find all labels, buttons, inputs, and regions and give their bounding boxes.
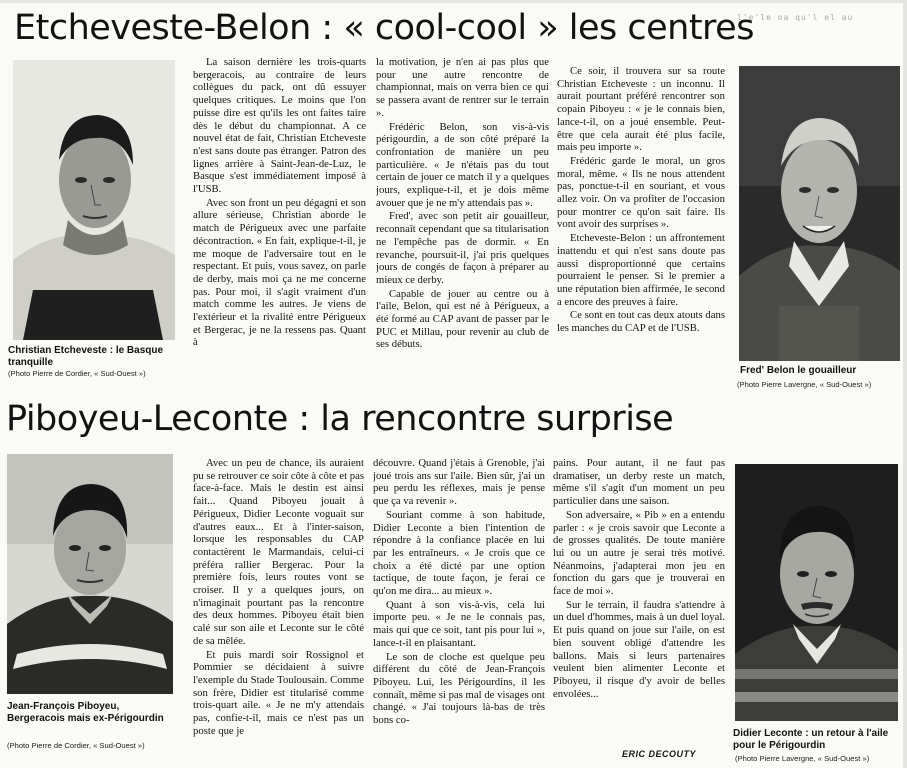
paragraph: Capable de jouer au centre ou à l'aile, Belon, qui est né à Périgueux, a été formé au CAP avant de passer par le PUC et Millau, pour revenir au club de ses débuts. [376, 287, 549, 351]
article1-column-1 [193, 56, 366, 392]
caption-piboyeu: Jean-François Piboyeu, Bergeracois mais ex-Périgourdin [7, 701, 164, 724]
caption-belon: Fred' Belon le gouailleur [740, 365, 857, 376]
article2-headline: Piboyeu-Leconte : la rencontre surprise [6, 399, 674, 439]
article2-column-1 [193, 457, 364, 763]
article1-column-3 [557, 65, 725, 392]
article1-headline: Etcheveste-Belon : « cool-cool » les centres [14, 8, 754, 48]
paragraph: Souriant comme à son habitude, Didier Leconte a bien l'intention de répondre à la confiance placée en lui par les entraîneurs. « Je crois que ce choix a été dicté par une option tactique, de toute façon, je ferai ce qu'on me dira... au mieux ». [373, 508, 545, 598]
credit-piboyeu: (Photo Pierre de Cordier, « Sud-Ouest ») [7, 741, 145, 750]
paragraph: Avec un peu de chance, ils auraient pu se retrouver ce soir côte à côte et pas face-à-face. Mais le destin est ainsi fait... Quand Piboyeu jouait à Périgueux, Didier Leconte voguait sur d'autres eaux... Et à l'inter-saison, lorsque les responsables du CAP contactèrent le Marmandais, celui-ci préféra rallier Bergerac. Pour la première fois, leurs routes vont se croiser. Il y a quelques jours, on n'imaginait pourtant pas la rencontre des deux hommes. Piboyeu était bien calé sur son aile et Leconte sur le côté de sa mêlée. [193, 457, 364, 647]
paragraph: découvre. Quand j'étais à Grenoble, j'ai joué trois ans sur l'aile. Bien sûr, j'ai un peu perdu les réflexes, mais je pense que ça va revenir ». [373, 457, 545, 508]
page-edge-right [903, 0, 907, 768]
paragraph: Son adversaire, « Pib » en a entendu parler : « je crois savoir que Leconte a de grosses qualités. De toute manière lui ou un autre je serai très motivé. Néanmoins, j'adapterai mon jeu en fonction du gars que je trouverai en face de moi ». [553, 508, 725, 598]
article1-column-2 [376, 56, 549, 392]
article2-column-3 [553, 457, 725, 747]
paragraph: Quant à son vis-à-vis, cela lui importe peu. « Je ne le connais pas, mais qui que ce soit, tant pis pour lui », lance-t-il en plaisantant. [373, 598, 545, 649]
caption-etcheveste: Christian Etcheveste : le Basque tranquille [8, 345, 164, 368]
paragraph: Ce soir, il trouvera sur sa route Christian Etcheveste : un inconnu. Il aurait pourtant préféré rencontrer son copain Piboyeu : « je le connais bien, lance-t-il, on a joué ensemble. Peut-être que cela aurait été plus facile, mais peu importe ». [557, 65, 725, 154]
paragraph: Etcheveste-Belon : un affrontement inattendu et qui n'est sans doute pas aussi disproportionné que certains pourraient le penser. Si le premier a une réputation bien affirmée, le second a encore des preuves à faire. [557, 232, 725, 308]
credit-belon: (Photo Pierre Lavergne, « Sud-Ouest ») [737, 380, 872, 389]
credit-etcheveste: (Photo Pierre de Cordier, « Sud-Ouest ») [8, 369, 146, 378]
paragraph: pains. Pour autant, il ne faut pas dramatiser, un derby reste un match, même s'il s'agit d'un moment un peu particulier dans une saison. [553, 457, 725, 508]
page-edge [0, 0, 907, 3]
caption-leconte: Didier Leconte : un retour à l'aile pour le Périgourdin [733, 728, 889, 751]
paragraph: Le son de cloche est quelque peu différent du côté de Jean-François Piboyeu. Lui, les Périgourdins, il les connaît, même si pas mal de visages ont changé. « J'ai toujours là-bas de très bons co- [373, 650, 545, 727]
paragraph: Ce sont en tout cas deux atouts dans les manches du CAP et de l'USB. [557, 309, 725, 335]
paragraph: La saison dernière les trois-quarts bergeracois, au contraire de leurs collègues du pack, ont dû essuyer quelques critiques. Le moins que l'on puisse dire est qu'ils les ont faites taire dès le début du championnat. A ce nouvel état de fait, Christian Etcheveste n'est sans doute pas étranger. Patron des lignes arrière à Saint-Jean-de-Luz, le Basque s'est immédiatement imposé à l'USB. [193, 56, 366, 196]
credit-leconte: (Photo Pierre Lavergne, « Sud-Ouest ») [735, 754, 870, 763]
paragraph: Frédéric garde le moral, un gros moral, même. « Ils ne nous attendent pas, ponctue-t-il en souriant, et vous allez voir. On va profiter de l'occasion pour montrer ce qu'on sait faire. Ils vont avoir des surprises ». [557, 154, 725, 231]
photo-leconte [735, 464, 898, 721]
paragraph: la motivation, je n'en ai pas plus que pour une autre rencontre de championnat, mais on verra bien ce qui se passera avant de rentrer sur le terrain ». [376, 56, 549, 119]
article2-column-2 [373, 457, 545, 763]
photo-piboyeu [7, 454, 173, 694]
paragraph: Fred', avec son petit air gouailleur, reconnaît cependant que sa titularisation ne l'empêche pas de dormir. « En revanche, poursuit-il, j'ai pris quelques jours de congés de façon à préparer au mieux ce derby. [376, 210, 549, 286]
photo-belon [739, 66, 900, 361]
paragraph: Avec son front un peu dégagni et son allure sérieuse, Christian aborde le match de Périgueux avec une parfaite décontraction. « En fait, explique-t-il, je me moque de l'adversaire tout en le respectant. Et puis, vous savez, on parle de derby, mais moi ça ne me concerne pas. Pour moi, il s'agit vraiment d'un match comme les autres. Je viens de l'extérieur et la rivalité entre Périgueux et Bergerac, je ne la ressens pas. Quant à [193, 196, 366, 349]
byline: ERIC DECOUTY [622, 749, 697, 759]
photo-etcheveste [13, 60, 175, 340]
masthead-faint: l'e'le oa qu'l el au [737, 13, 854, 22]
paragraph: Sur le terrain, il faudra s'attendre à un duel d'hommes, mais à un duel loyal. Et puis quand on joue sur l'aile, on est bien souvent obligé d'attendre les ballons. Mais si leurs partenaires veulent bien alimenter Leconte et Piboyeu, il risque d'y avoir de belles envolées... [553, 598, 725, 700]
paragraph: Et puis mardi soir Rossignol et Pommier se décidaient à suivre l'exemple du Stade Toulousain. Comme son frère, Didier est titularisé comme trois-quart aile. « Je ne m'y attendais pas, confie-t-il, mais ce n'est pas un poste que je [193, 648, 364, 737]
paragraph: Frédéric Belon, son vis-à-vis périgourdin, a de son côté préparé la confrontation de manière un peu particulière. « Je n'étais pas du tout certain de jouer ce match il y a quelques jours, explique-t-il, et je dois même avouer que je ne m'y attendais pas ». [376, 120, 549, 209]
